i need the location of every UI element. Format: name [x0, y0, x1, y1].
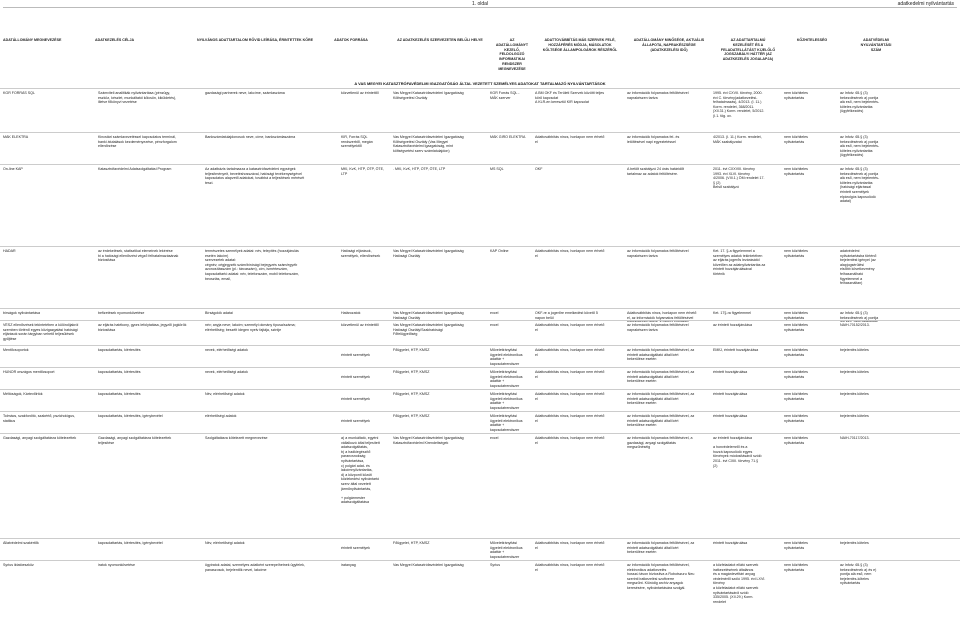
table-cell: az Infotv. 65.§ (3) bekezdésének a) pontja — [840, 311, 879, 320]
table-cell: Vas Megyei Katasztrófavédelmi Igazgatóság Hatósági Osztály — [393, 311, 464, 320]
table-cell: nem közhiteles nyilvántartás — [784, 91, 808, 100]
table-cell: bejelentés köteles — [840, 414, 869, 418]
column-header: KÖZHITELESSÉG — [796, 38, 828, 42]
table-cell: nem közhiteles nyilvántartás — [784, 563, 808, 572]
table-cell: közvetlenül az érintettől — [341, 91, 379, 95]
table-cell: kapcsolattartás, kiértesítés — [98, 370, 141, 374]
table-cell: Határozatok — [341, 311, 361, 315]
table-cell: Vas Megyei Katasztrófavédelmi Igazgatóság Hatósági Osztály — [393, 249, 464, 258]
table-cell: az érintett hozzájárulása — [713, 323, 752, 327]
table-cell: az információk folyamatos feltöltésével, elektronikus adatkezelés hosszú távon biztosítva a Robotszuru Neu szerinti iratkezelési szoftverre megszűnt. Kiüródig archív anyagok keresésére, nyilvántartására szolgál. — [627, 563, 695, 590]
table-cell: A betölt szabályzó 24 órás határidőt tartalmaz az adatok feltöltésére. — [627, 167, 684, 176]
table-cell: Szolgáltatásra kötelezett megnevezése — [205, 436, 268, 440]
table-cell: Bankszámlatulajdonosok neve, címe, bankszámlaszáma — [205, 135, 296, 139]
table-cell: az érdekelések, statisztikai elemeinek lekérése bi a hatósági ellenőrzést végző felhatalmazásának biztosítása — [98, 249, 179, 263]
table-cell: Műveletirányítási ügyeleti elektronikus adattár + kapcsolatrendszer — [490, 392, 523, 410]
table-cell: iratanyag — [341, 563, 356, 567]
table-cell: Adattovábbítás nincs, honlapon nem érhető el — [535, 249, 605, 258]
table-cell: nevek, elérhetőségi adatok — [205, 348, 248, 352]
table-cell: Főügyelet, HTP, KMSZ — [393, 414, 430, 418]
table-cell: nem közhiteles nyilvántartás — [784, 323, 808, 332]
table-cell: nem közhiteles nyilvántartás — [784, 348, 808, 357]
table-cell: Műveletirányítási ügyeleti elektronikus adattár + kapcsolatrendszer — [490, 348, 523, 366]
table-cell: Vas Megyei Katasztrófavédelmi Igazgatóság Katasztrófavédelmi Kirendeltségek — [393, 436, 464, 445]
table-cell: Syrius — [490, 563, 500, 567]
table-cell: Adattovábbítás nincs, honlapon nem érhető el — [535, 370, 605, 379]
table-cell: elérhetőségi adatok — [205, 414, 237, 418]
table-cell: Állatvédelmi szakértők — [3, 541, 39, 545]
table-cell: KGR FORRÁS SQL — [3, 91, 35, 95]
table-cell: gazdasági partnerek neve, lakcíme, számlaszáma — [205, 91, 285, 95]
table-cell: KGR Forrás SQL - MÁK szerver — [490, 91, 520, 100]
table-cell: Vas Megyei Katasztrófavédelmi Igazgatóság Költségvetési Osztály (Vas Megyei Katasztrófavédelmi Igazgatóság, mint költségvetési szerv számlatulajdon) — [393, 135, 464, 153]
table-cell: bírságok nyilvántartása — [3, 311, 40, 315]
table-cell: kapcsolattartás, kiértesítés — [98, 348, 141, 352]
table-cell: Név, elérhetőségi adatok — [205, 541, 245, 545]
table-cell: Bírságolók adatai — [205, 311, 233, 315]
table-cell: Főügyelet, HTP, KMSZ — [393, 348, 430, 352]
table-cell: Főügyelet, HTP, KMSZ — [393, 370, 430, 374]
table-cell: közvetlenül az érintettől — [341, 323, 379, 327]
table-cell: Az adatbázis tartalmazza a katasztrófavédelmi egységek teljesítményeit, bevetéshosszával, hatósági tevékenységével kapcsolatos alapvető adatokat, továbbá a teljesítések mérését teszi. — [205, 167, 305, 185]
table-cell: az információk folyamatos feltöltésével, az érintett adatszolgáltató általi kért bekerülése esetén — [627, 348, 695, 362]
table-cell: MS SQL — [490, 167, 504, 171]
table-cell: nem közhiteles nyilvántartás — [784, 392, 808, 401]
table-cell: excel — [490, 311, 499, 315]
table-header — [0, 38, 960, 86]
table-cell: az Infotv. 65.§ (3) bekezdésének a) pontja alá eső, nem bejelentés- köteles nyilvántartás (ügyfélkezdés) — [840, 91, 880, 114]
table-cell: Adattovábbítás nincs, honlapon nem érhető el — [535, 135, 605, 144]
table-cell: Mentőcsoportok — [3, 348, 29, 352]
table-cell: Kincstári számlavezetéssel kapcsolatos terminál, banki átutalások kezdeményezése, pénzforgalom ellenőrzése — [98, 135, 177, 149]
table-cell: bejelentés köteles — [840, 370, 869, 374]
table-cell: Adattovábbítás nincs, honlapon nem érhető el, az információk folyamatos feltöltésével — [627, 311, 697, 320]
table-cell: kapcsolattartás, kiértesítés, igénybevétel — [98, 541, 163, 545]
table-cell: Adattovábbítás nincs, honlapon nem érhető el — [535, 392, 605, 401]
table-cell: érintett hozzájárulása — [713, 414, 748, 418]
table-cell: nem közhiteles nyilvántartás — [784, 135, 808, 144]
table-cell: NAIH-70152/2013. — [840, 323, 870, 327]
column-header: ADATOK FORRÁSA — [334, 38, 368, 42]
table-cell: Műveletirányítási ügyeleti elektronikus adattár + kapcsolatrendszer — [490, 541, 523, 559]
table-cell: Adattovábbítás nincs, honlapon nem érhető el — [535, 541, 605, 550]
column-header: AZ ADATKEZELÉS SZERVEZETEN BELÜLI HELYE — [397, 38, 483, 42]
table-cell: NAIH-70117/2013. — [840, 436, 870, 440]
table-cell: kapcsolattartás, kiértesítés — [98, 392, 141, 396]
table-cell: a) a munkáltató, egyéni vállalkozó által teljesített adatszolgáltatás, b) a hadkiegészítő parancsnokság nyilvántartása, c) polgári adat- és lakcímnyilvántartás, d) a központi közúti közlekedési nyilvántartó szerv által vezetett járműnyilvántartás, + polgármester adatszolgáltatása — [341, 436, 380, 505]
table-row — [0, 246, 960, 309]
table-cell: HUNOR országos mentőcsoport — [3, 370, 55, 374]
table-cell: az érintett hozzájárulása a honvédelemről és a hozzá kapcsolódó egyes törvények módosításáról szóló 2011. évi CXIII. törvény 71.§ (2) — [713, 436, 762, 468]
table-cell: KAP Online — [490, 249, 509, 253]
table-cell: Vas Megyei Katasztrófavédelmi Igazgatóság Hatósági Osztály/Szakhatósági Főfelügyelőség — [393, 323, 464, 337]
table-cell: ügyiratok adatai, személyes adatként szerepelhetnek ügyfelek, panaszosok, bejelentők nevei, lakcíme — [205, 563, 305, 572]
table-cell: iratok nyomonkövetése — [98, 563, 135, 567]
table-cell: érintett hozzájárulása — [713, 541, 748, 545]
table-cell: érintett hozzájárulása — [713, 392, 748, 396]
table-cell: az információk folyamatos feltöltésével, az érintett adatszolgáltató általi kért bekerülése esetén — [627, 541, 695, 555]
table-row — [0, 345, 960, 368]
table-cell: az Infotv. 65.§ (3) bekezdésének a) pontja alá eső, nem bejelentés- köteles nyilvántartás (hatósági eljárással érintett személyek elpárolgós kapcsolódó adatai) — [840, 167, 880, 204]
table-cell: Méltóságok, Kártevőirtók — [3, 392, 43, 396]
table-cell: befizetések nyomonkövetése — [98, 311, 145, 315]
table-cell: A BM OKF és Területi Szervek közötti teljes körű kapcsolat A KLR-en keresztül KIR kapcsolat — [535, 91, 605, 105]
table-cell: excel — [490, 436, 499, 440]
table-cell: adatvédelmi nyilvántartásba történő bejelentést igényel (az alapjogsérülési elsőbb következmény felhasználható figyelemmel a felhasználtan) — [840, 249, 877, 286]
table-cell: Adattovábbítás nincs, honlapon nem érhető el — [535, 323, 605, 332]
table-cell: Katasztrófavédelmi Adatszolgáltatási Program — [98, 167, 172, 171]
table-cell: Név, elérhetőségi adatok — [205, 392, 245, 396]
table-cell: az információk folyamatos feltöltésével, az érintett adatszolgáltató általi kért bekerülése esetén — [627, 392, 695, 406]
table-cell: az Infotv. 65.§ (3) bekezdésének a) és e) pontja alá eső, nem bejelentés-köteles nyilvántartás — [840, 563, 877, 586]
table-cell: Adattovábbítás nincs, honlapon nem érhető el — [535, 436, 605, 445]
table-cell: nem közhiteles nyilvántartás — [784, 311, 808, 320]
table-cell: nem közhiteles nyilvántartás — [784, 167, 808, 176]
page-header-right: adatkedelmi nyilvántartás — [897, 1, 954, 7]
table-cell: nevek, elérhetőségi adatok — [205, 370, 248, 374]
table-cell: Hatósági eljárások, személyek, ellenőrzések — [341, 249, 381, 258]
table-cell: 4/2013. (I. 11.) Korm. rendelet, MÁK szabályzatai — [713, 135, 762, 144]
table-cell: Gazdasági, anyagi szolgáltatásra kötelezettek — [3, 436, 77, 440]
table-cell: az információk folyamatos feltöltésével, az érintett adatszolgáltató általi kért bekerülése esetén — [627, 414, 695, 428]
column-header: NYILVÁNOS ADATTARTALOM RÖVID LEÍRÁSA, ÉRINTETTEK KÖRE — [197, 38, 313, 42]
table-cell: HADAR — [3, 249, 16, 253]
table-cell: OKF-re a jogerőre emelkedést követő 5 napon belül — [535, 311, 598, 320]
table-cell: érintett hozzájárulása — [713, 370, 748, 374]
table-row — [0, 164, 960, 247]
table-cell: érintett személyek — [341, 418, 370, 423]
table-cell: MÁK ELEKTRA — [3, 135, 29, 139]
table-cell: érintett személyek — [341, 545, 370, 550]
table-cell: KIR, Forrás SQL rendszerből, megán személyektől — [341, 135, 373, 149]
table-cell: az információk folyamatos feltöltésével, a gazdasági, anyagi szolgáltatás megszűnéséig — [627, 436, 693, 450]
table-cell: Adattovábbítás nincs, honlapon nem érhető el — [535, 563, 605, 572]
table-cell: nem közhiteles nyilvántartás — [784, 541, 808, 550]
table-cell: bejelentés köteles — [840, 392, 869, 396]
column-header: ADATÁLLOMÁNY MINŐSÉGE, AKTUÁLIS ÁLLAPOTA, NAPRAKÉSZSÉGE (ADATKEZELÉSI IDŐ) — [633, 38, 705, 52]
table-row — [0, 367, 960, 390]
table-cell: 1995. évi CXVII. törvény, 2000. évi C. törvény(adatkezelési- felhatalmazás), 4/2013. (I. 11.) Korm. rendelet, 368/2011. (XII.31.) Korm. rendelet, 5/2012. (I.1. tög. ov. — [713, 91, 765, 118]
table-cell: az információk folyamatos feltöltésével naprakészen tartva — [627, 249, 689, 258]
table-cell: Gazdasági, anyagi szolgáltatásra kötelezettek teljesítése — [98, 436, 172, 445]
table-cell: az Infotv. 65.§ (3) bekezdésének a) pontja alá eső, nem bejelentés- köteles nyilvántartás (ügyfélkezdés) — [840, 135, 880, 158]
table-cell: MÁK GIRO ELEKTRA — [490, 135, 526, 139]
table-cell: Számviteli analitikák nyilvántartása (pénzügy, eszköz, készlet, munkáltatói kölcsön, kiküldetés), illetve főkönyvi vezetése — [98, 91, 177, 105]
column-header: ADATVÉDELMI NYILVÁNTARTÁSI SZÁM — [860, 38, 892, 52]
table-cell: Műveletirányítási ügyeleti elektronikus adattár + kapcsolatrendszer — [490, 370, 523, 388]
table-cell: excel — [490, 323, 499, 327]
column-header: ADATTOVÁBBÍTÁS MÁS SZERVEK FELÉ, HOZZÁFÉRÉS MÓDJA, MÁSOLATOK KÖLTSÉGE ÁLLAMPOLGÁROK RÉSZÉRŐL — [542, 38, 618, 52]
table-cell: nem közhiteles nyilvántartás — [784, 436, 808, 445]
table-cell: az eljárás hatékony, gyors lefolytatása, jegyzői jogkörök biztosítása — [98, 323, 187, 332]
table-cell: Főügyelet, HTP, KMSZ — [393, 541, 430, 545]
table-row — [0, 411, 960, 434]
table-cell: EMIÜ, érintett hozzájárulása — [713, 348, 759, 352]
top-divider — [3, 7, 957, 8]
table-cell: Syrius iktatóeszköz — [3, 563, 34, 567]
table-cell: a közfeladatot ellátó szervek iratkezelésének általános és a magánlevéltári anyag védelméről szóló 1995. évi LXVI. törvény a közfeladatot ellátó szervek nyilvántartásáról szóló 335/2005. (XII.29.) Korm. rendelet — [713, 563, 766, 604]
table-cell: nem közhiteles nyilvántartás — [784, 414, 808, 423]
column-header: ADATKEZELÉS CÉLJA — [95, 38, 135, 42]
table-row — [0, 88, 960, 133]
table-cell: Főügyelet, HTP, KMSZ — [393, 392, 430, 396]
table-cell: Műveletirányítási ügyeleti elektronikus adattár + kapcsolatrendszer — [490, 414, 523, 432]
table-row — [0, 433, 960, 539]
table-row — [0, 320, 960, 346]
table-cell: Ket. 17§-ra figyelemmel — [713, 311, 751, 315]
table-cell: természetes személyek adatai: név, telepítés (hozzájárulás esetén lakcím) szervezetek adatai: cégnév, cégjegyzék szám/bírósági bejegyzés szám/egyéb azonosításszám (pl.: tárcaszám), cím, ismérteszám, kapcsolattartó adatai: név, telefonszám, mobil telefonszám, beosztás, email, — [205, 249, 300, 281]
table-cell: Adattovábbítás nincs, honlapon nem érhető el — [535, 348, 605, 357]
column-header: AZ ADATTARTALMÚ KEZELÉSÉT ÉS A FELADATELLÁTÁST KIJELÖLŐ JOGSZABÁLYI HÁTTÉR (AZ ADATKEZELÉS JOGALAPJA) — [720, 38, 776, 62]
table-cell: Tolmács, szakfordító, szakértő, pszichológus, statikus — [3, 414, 76, 423]
page-number: 1. oldal — [471, 1, 489, 7]
table-cell: bejelentés köteles — [840, 348, 869, 352]
table-cell: érintett személyek — [341, 374, 370, 379]
table-cell: az információk folyamatos feltöltésével naprakészen tartva — [627, 323, 689, 332]
table-row — [0, 132, 960, 165]
table-cell: . MKI, KvK, HTP, ÓTP, ÖTE, LTP — [393, 167, 446, 171]
table-cell: VÉSZ ellenőrzések tekintetében a különdíjakról szemben történő egyes közigazgatási hatósági eljárások során tárgyban vehető teljesülések gyűjtése — [3, 323, 79, 341]
table-cell: bejelentés köteles — [840, 541, 869, 545]
table-row — [0, 560, 960, 627]
table-cell: érintett személyek — [341, 352, 370, 357]
table-cell: 2011. évi CXXVIII. törvény 1993. évi XLVI. törvény 4/2006. (VIII.1.) ÖM rendelet 17. § (2) Belső szabályzó — [713, 167, 765, 190]
table-cell: az információk folyamatos fel- és letöltésével napi egyeztetéssel — [627, 135, 680, 144]
table-cell: érintett személyek — [341, 396, 370, 401]
table-cell: OKF — [535, 167, 543, 171]
column-header: ADATÁLLOMÁNY MEGNEVEZÉSE — [3, 38, 62, 42]
table-cell: MKI, KvK, HTP, ÓTP, ÖTE, LTP — [341, 167, 385, 176]
table-cell: nem közhiteles nyilvántartás — [784, 370, 808, 379]
table-cell: kapcsolattartás, kiértesítés, igénybevétel — [98, 414, 163, 418]
table-cell: az információk folyamatos feltöltésével naprakészen tartva — [627, 91, 689, 100]
table-cell: Vas Megyei Katasztrófavédelmi Igazgatóság Költségvetési Osztály — [393, 91, 464, 100]
column-header: AZ ADATÁLLOMÁNYT KEZELŐ, FELDOLGOZÓ INFORMATIKAI RENDSZER MEGNEVEZÉSE — [495, 38, 529, 71]
section-banner: A VAS MEGYEI KATASZTRÓFAVÉDELMI IGAZGATÓSÁG ÁLTAL VEZETETT SZEMÉLYES ADATOKAT TARTALMAZÓ NYILVÁNTARTÁSOK — [354, 81, 606, 86]
table-cell: név; anyja neve; lakcím; személyi okmány típusa/száma; elérhetőség; beszélt idegen nyelv fajtája, szintje — [205, 323, 296, 332]
table-cell: nem közhiteles nyilvántartás — [784, 249, 808, 258]
table-cell: On-line KAP — [3, 167, 23, 171]
table-row — [0, 389, 960, 412]
table-row — [0, 538, 960, 561]
table-cell: az információk folyamatos feltöltésével, az érintett adatszolgáltató általi kért bekerülése esetén — [627, 370, 695, 384]
table-cell: Vas Megyei Katasztrófavédelmi Igazgatóság — [393, 563, 464, 567]
table-cell: Ket. 17. §-a figyelemmel a személyes adatok tekintetében az eljárás jogerős lezárásától követően az adatnyilvántartás az érintett hozzájárulásával történik — [713, 249, 766, 276]
table-cell: Adattovábbítás nincs, honlapon nem érhető el — [535, 414, 605, 423]
